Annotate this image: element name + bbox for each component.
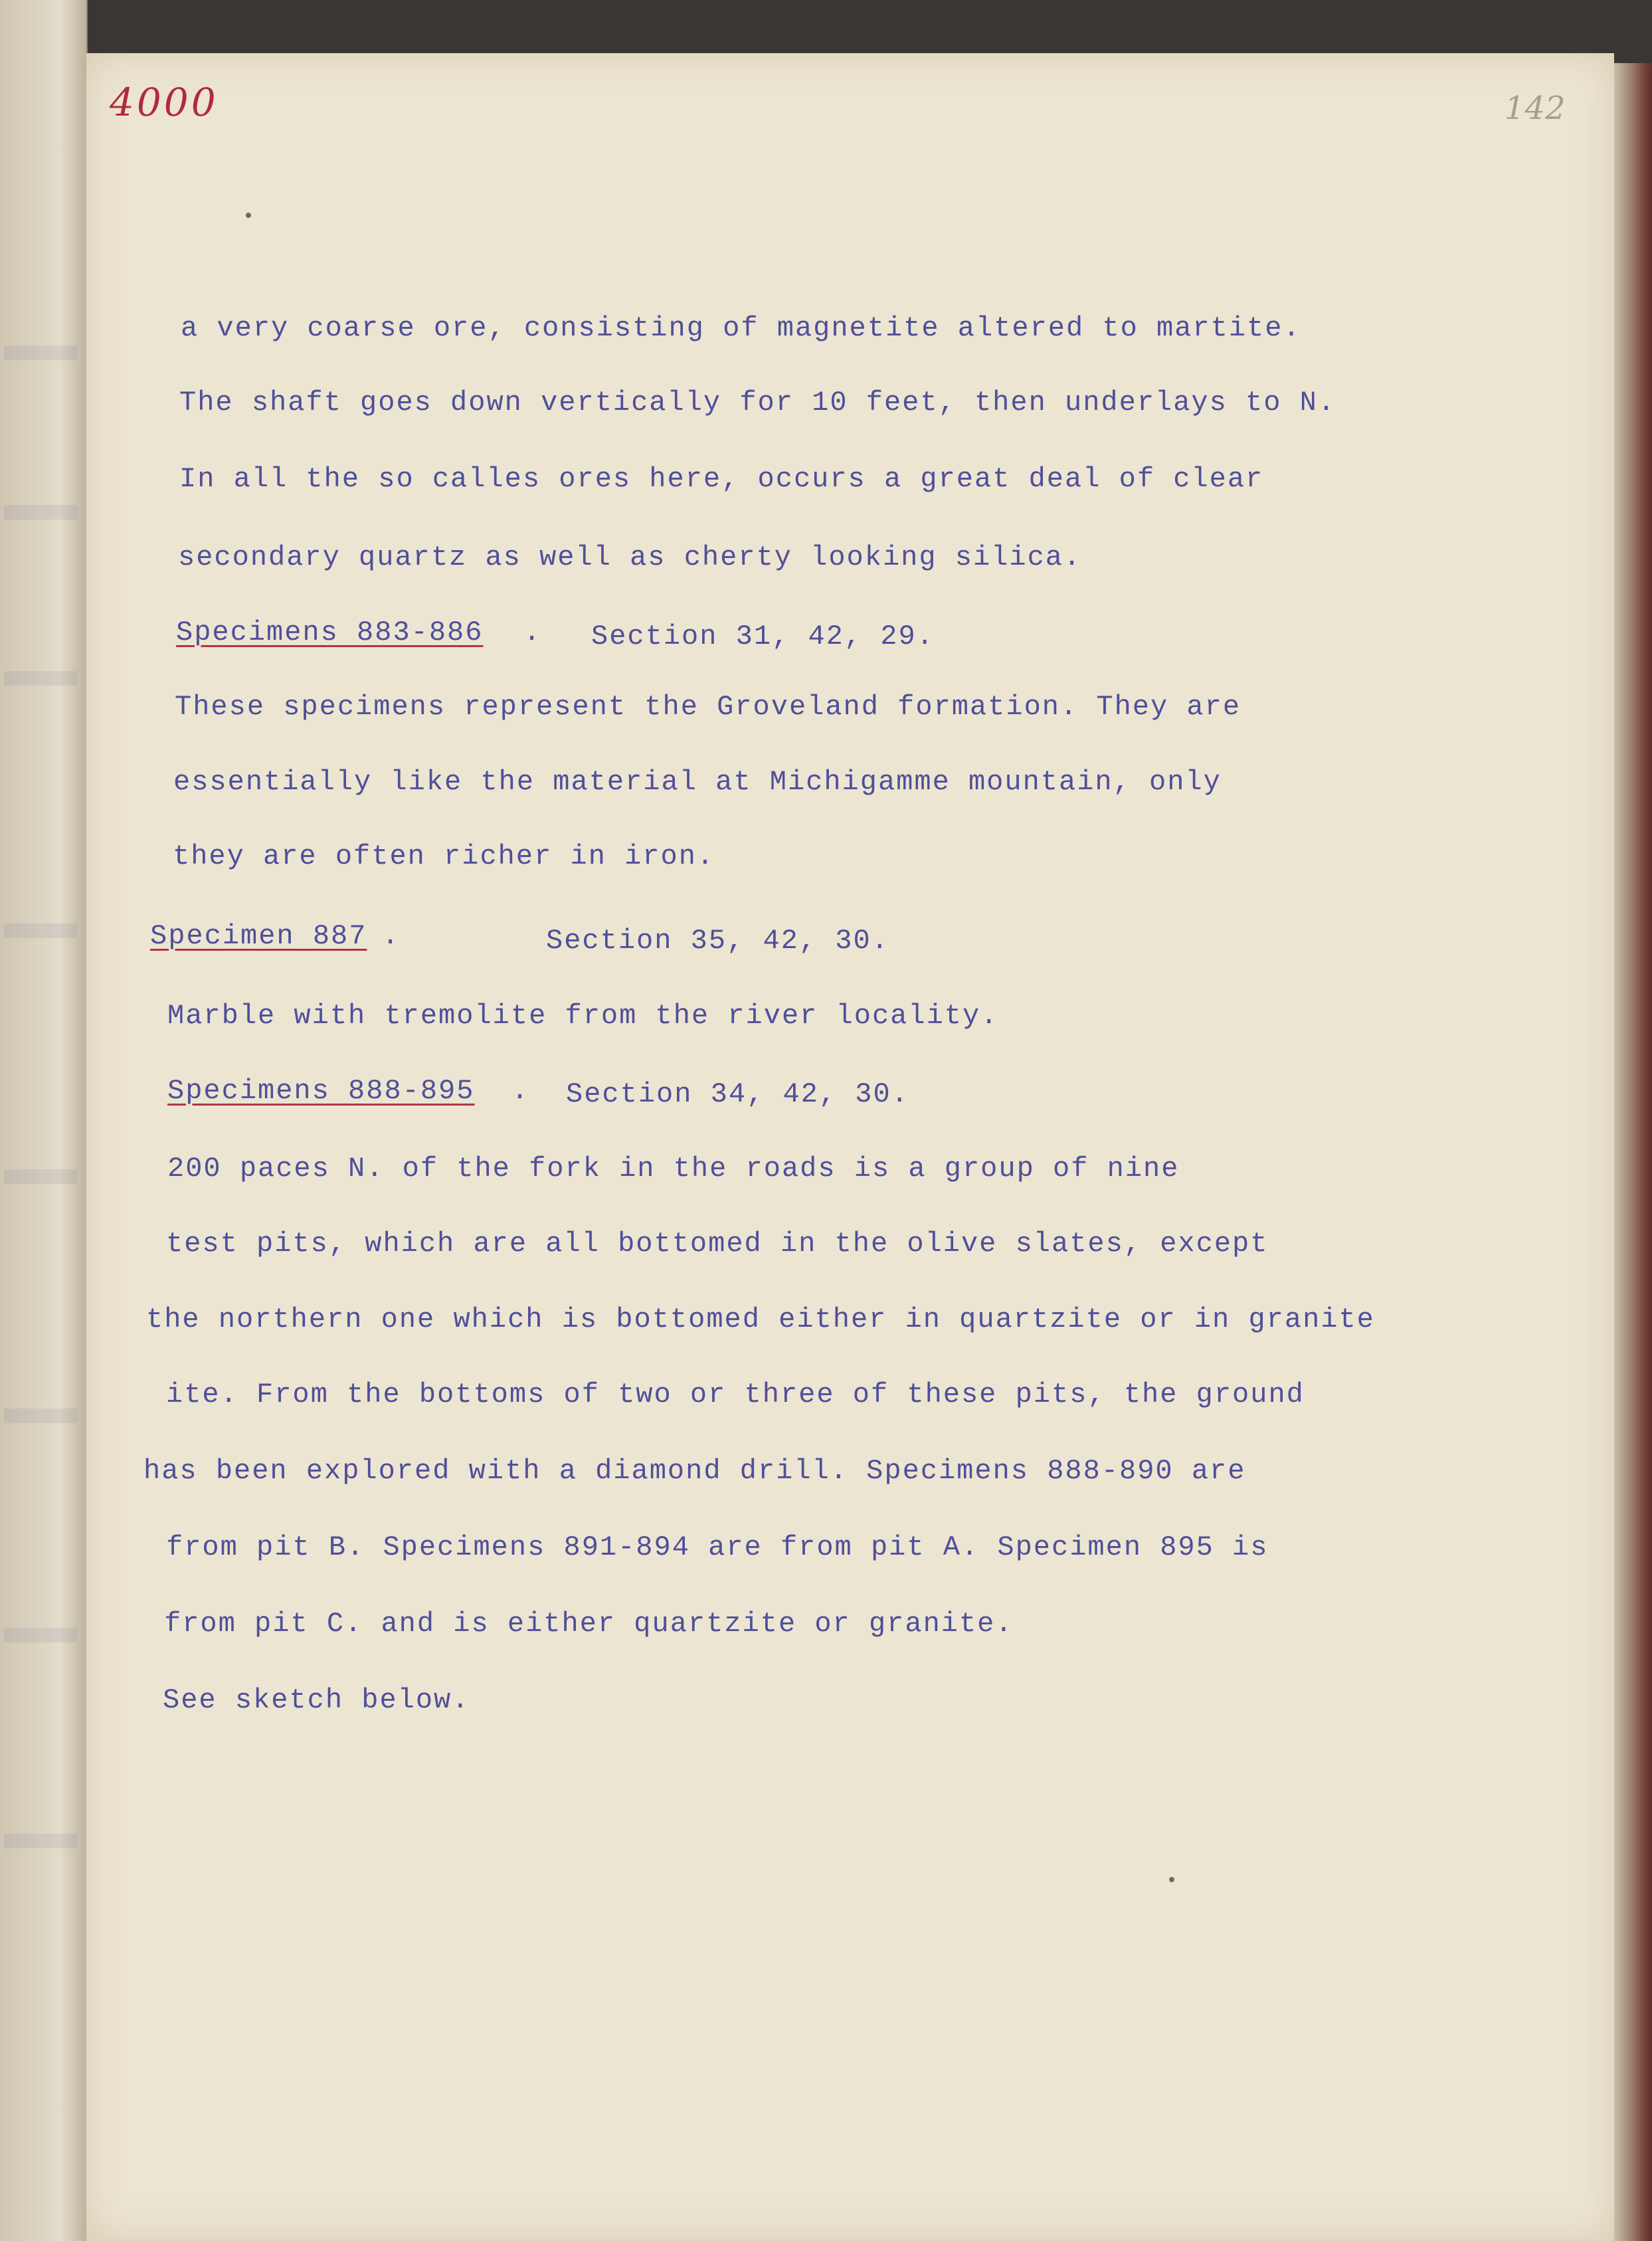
typescript-page [86, 53, 1614, 2241]
section-reference: Section 34, 42, 30. [566, 1078, 909, 1110]
text-line: from pit C. and is either quartzite or granite. [164, 1608, 1014, 1640]
text-line: has been explored with a diamond drill. Specimens 888-890 are [143, 1455, 1246, 1487]
heading-period: . [523, 617, 542, 648]
specimen-heading: Specimens 883-886 [176, 617, 484, 648]
folio-number-right: 142 [1505, 90, 1566, 127]
show-through-text [4, 1409, 77, 1423]
text-line: In all the so calles ores here, occurs a great deal of clear [179, 463, 1264, 495]
specimen-heading: Specimen 887 [150, 920, 367, 952]
text-line: essentially like the material at Michigamme mountain, only [173, 766, 1222, 798]
heading-period: . [511, 1075, 530, 1107]
text-line: they are often richer in iron. [173, 840, 715, 872]
text-line: from pit B. Specimens 891-894 are from pit A. Specimen 895 is [166, 1531, 1269, 1563]
text-line: test pits, which are all bottomed in the olive slates, except [166, 1228, 1269, 1260]
heading-period: . [382, 920, 401, 952]
text-line: Marble with tremolite from the river locality. [167, 1000, 999, 1032]
text-line: See sketch below. [163, 1684, 470, 1716]
specimen-heading: Specimens 888-895 [167, 1075, 475, 1107]
left-page-edge [0, 0, 88, 2241]
section-reference: Section 31, 42, 29. [591, 621, 935, 652]
section-reference: Section 35, 42, 30. [546, 925, 889, 957]
show-through-text [4, 1628, 77, 1642]
show-through-text [4, 1834, 77, 1848]
text-line: secondary quartz as well as cherty looking silica. [178, 541, 1082, 573]
text-line: a very coarse ore, consisting of magnetite altered to martite. [181, 312, 1301, 344]
text-line: 200 paces N. of the fork in the roads is a group of nine [167, 1153, 1180, 1185]
text-line: the northern one which is bottomed either in quartzite or in granite [146, 1304, 1375, 1335]
show-through-text [4, 924, 77, 938]
ink-blot [246, 213, 251, 218]
show-through-text [4, 345, 77, 360]
text-line: ite. From the bottoms of two or three of these pits, the ground [166, 1379, 1305, 1411]
book-spine-edge [1614, 63, 1652, 2241]
show-through-text [4, 505, 77, 520]
text-line: The shaft goes down vertically for 10 feet, then underlays to N. [179, 387, 1336, 419]
text-line: These specimens represent the Groveland formation. They are [175, 691, 1241, 723]
show-through-text [4, 671, 77, 686]
ink-blot [1169, 1877, 1174, 1882]
show-through-text [4, 1169, 77, 1184]
folio-number-left: 4000 [110, 80, 219, 125]
